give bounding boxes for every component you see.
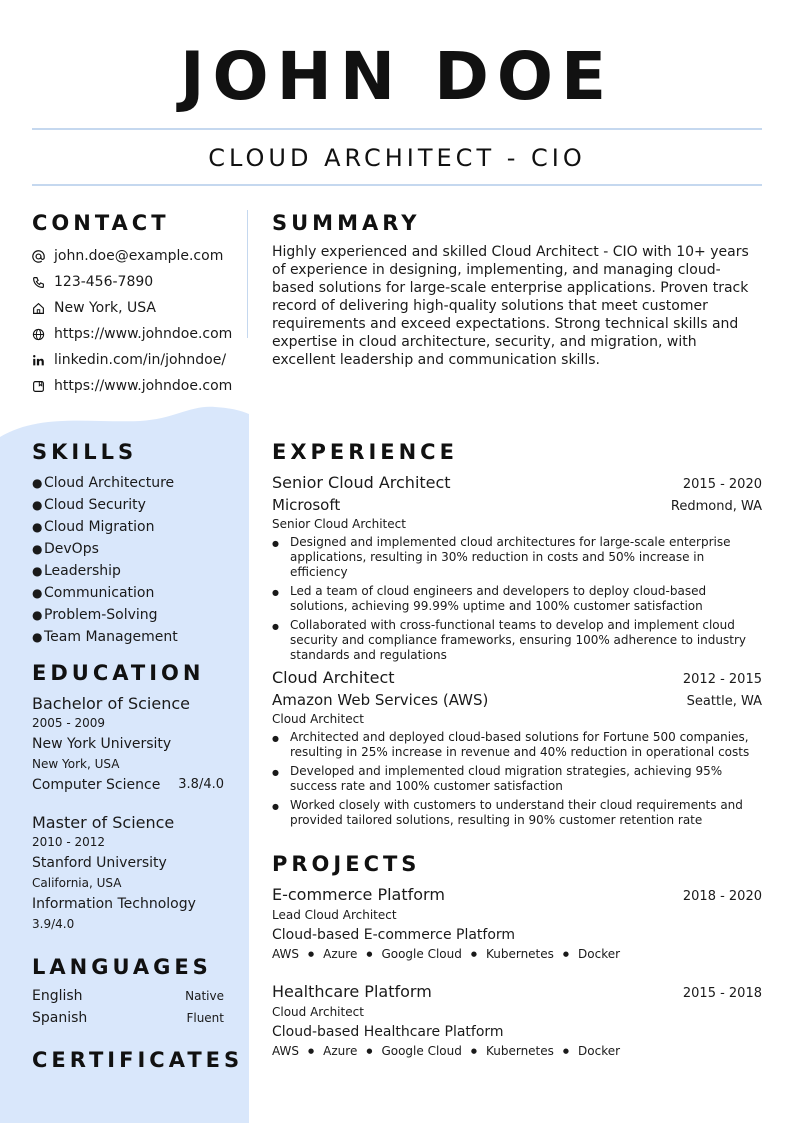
skill-item: ● Communication xyxy=(32,585,155,601)
languages-list xyxy=(32,985,224,1029)
job-location: Redmond, WA xyxy=(670,499,762,514)
experience-entry xyxy=(272,473,762,667)
job-title: Senior Cloud Architect xyxy=(272,473,451,492)
job-bullet: ● Developed and implemented cloud migration strategies, achieving 95% success rate and 100% customer satisfaction xyxy=(272,764,762,794)
tech-tag: Docker xyxy=(578,1044,621,1058)
project-dates: 2015 - 2018 xyxy=(682,986,762,1001)
contact-linkedin-text: linkedin.com/in/johndoe/ xyxy=(54,352,227,368)
bookmark-icon xyxy=(32,378,54,394)
contact-portfolio[interactable] xyxy=(32,373,247,399)
job-title: Cloud Architect xyxy=(272,668,395,687)
education-entry xyxy=(32,813,224,937)
tech-tag: Azure xyxy=(323,1044,358,1058)
header-rule-bottom xyxy=(32,184,762,186)
experience-heading: EXPERIENCE xyxy=(272,440,458,464)
project-dates: 2018 - 2020 xyxy=(682,889,762,904)
edu-gpa: 3.8/4.0 xyxy=(178,777,224,792)
tech-tag: Google Cloud xyxy=(381,947,462,961)
edu-field: Computer Science xyxy=(32,777,161,793)
job-location: Seattle, WA xyxy=(686,694,762,709)
languages-heading: LANGUAGES xyxy=(32,955,212,979)
contact-phone-text: 123-456-7890 xyxy=(54,274,154,290)
project-tech-list: AWS ● Azure ● Google Cloud ● Kubernetes ● Docker xyxy=(272,947,621,961)
edu-degree: Master of Science xyxy=(32,813,175,832)
project-entry xyxy=(272,982,762,1058)
job-bullet: ● Architected and deployed cloud-based solutions for Fortune 500 companies, resulting in 25% increase in revenue and 40% reduction in operational costs xyxy=(272,730,762,760)
summary-heading: SUMMARY xyxy=(272,211,421,235)
tech-tag: Docker xyxy=(578,947,621,961)
tech-tag: Kubernetes xyxy=(485,1044,554,1058)
globe-icon xyxy=(32,326,54,342)
skills-heading: SKILLS xyxy=(32,440,138,464)
job-subrole: Senior Cloud Architect xyxy=(272,517,406,531)
language-item: Spanish Fluent xyxy=(32,1010,224,1026)
candidate-role: CLOUD ARCHITECT - CIO xyxy=(208,144,586,172)
column-divider xyxy=(247,210,248,338)
edu-gpa: 3.9/4.0 xyxy=(32,917,75,931)
skill-item: ● Problem-Solving xyxy=(32,607,158,623)
tech-tag: AWS xyxy=(272,947,300,961)
contact-portfolio-text: https://www.johndoe.com xyxy=(54,378,233,394)
phone-icon xyxy=(32,274,54,290)
edu-location: California, USA xyxy=(32,876,122,890)
project-role: Lead Cloud Architect xyxy=(272,908,397,922)
contact-location xyxy=(32,295,247,321)
edu-school: Stanford University xyxy=(32,855,167,871)
skill-item: ● Cloud Security xyxy=(32,497,146,513)
contact-email-text: john.doe@example.com xyxy=(54,248,224,264)
project-description: Cloud-based Healthcare Platform xyxy=(272,1024,504,1040)
job-bullet: ● Worked closely with customers to understand their cloud requirements and provided tailored solutions, resulting in 90% customer retention rate xyxy=(272,798,762,828)
project-role: Cloud Architect xyxy=(272,1005,364,1019)
skill-item: ● Cloud Architecture xyxy=(32,475,175,491)
job-bullets xyxy=(272,535,762,663)
contact-website-text: https://www.johndoe.com xyxy=(54,326,233,342)
job-company: Microsoft xyxy=(272,496,341,514)
job-dates: 2015 - 2020 xyxy=(682,477,762,492)
contact-heading: CONTACT xyxy=(32,211,170,235)
edu-location: New York, USA xyxy=(32,757,120,771)
skill-item: ● Leadership xyxy=(32,563,121,579)
project-tech-list: AWS ● Azure ● Google Cloud ● Kubernetes ● Docker xyxy=(272,1044,621,1058)
contact-linkedin[interactable] xyxy=(32,347,247,373)
language-item: English Native xyxy=(32,988,224,1004)
edu-field: Information Technology xyxy=(32,896,196,912)
tech-tag: Azure xyxy=(323,947,358,961)
contact-location-text: New York, USA xyxy=(54,300,156,316)
experience-entry xyxy=(272,668,762,832)
project-title: E-commerce Platform xyxy=(272,885,445,904)
at-icon xyxy=(32,248,54,264)
tech-tag: Google Cloud xyxy=(381,1044,462,1058)
contact-list xyxy=(32,243,247,399)
candidate-name: JOHN DOE xyxy=(179,38,615,115)
job-subrole: Cloud Architect xyxy=(272,712,364,726)
skill-item: ● DevOps xyxy=(32,541,99,557)
education-entry xyxy=(32,694,224,799)
header-rule-top xyxy=(32,128,762,130)
job-bullet: ● Led a team of cloud engineers and developers to deploy cloud-based solutions, achieving 99.99% uptime and 100% customer satisfaction xyxy=(272,584,762,614)
contact-phone[interactable] xyxy=(32,269,247,295)
projects-heading: PROJECTS xyxy=(272,852,421,876)
summary-text: Highly experienced and skilled Cloud Architect - CIO with 10+ years of experience in designing, implementing, and managing cloud-based solutions for large-scale enterprise applications. Proven track record of delivering high-quality solutions that meet customer requirements and exceed expectations. Strong technical skills and expertise in cloud architecture, security, and migration, with excellent leadership and communication skills. xyxy=(272,244,749,368)
tech-tag: AWS xyxy=(272,1044,300,1058)
job-bullets xyxy=(272,730,762,828)
edu-years: 2010 - 2012 xyxy=(32,835,106,849)
skill-item: ● Cloud Migration xyxy=(32,519,155,535)
edu-years: 2005 - 2009 xyxy=(32,716,106,730)
job-dates: 2012 - 2015 xyxy=(682,672,762,687)
job-bullet: ● Designed and implemented cloud architectures for large-scale enterprise applications, resulting in 30% reduction in costs and 50% increase in efficiency xyxy=(272,535,762,580)
project-title: Healthcare Platform xyxy=(272,982,432,1001)
tech-tag: Kubernetes xyxy=(485,947,554,961)
edu-degree: Bachelor of Science xyxy=(32,694,190,713)
job-company: Amazon Web Services (AWS) xyxy=(272,691,489,709)
skills-list xyxy=(32,472,232,648)
edu-school: New York University xyxy=(32,736,172,752)
contact-email[interactable] xyxy=(32,243,247,269)
certificates-heading: CERTIFICATES xyxy=(32,1048,244,1072)
job-bullet: ● Collaborated with cross-functional teams to develop and implement cloud security and compliance frameworks, ensuring 100% adherence to industry standards and regulations xyxy=(272,618,762,663)
linkedin-icon xyxy=(32,352,54,368)
contact-website[interactable] xyxy=(32,321,247,347)
home-icon xyxy=(32,300,54,316)
skill-item: ● Team Management xyxy=(32,629,178,645)
project-entry xyxy=(272,885,762,961)
project-description: Cloud-based E-commerce Platform xyxy=(272,927,516,943)
education-heading: EDUCATION xyxy=(32,661,205,685)
